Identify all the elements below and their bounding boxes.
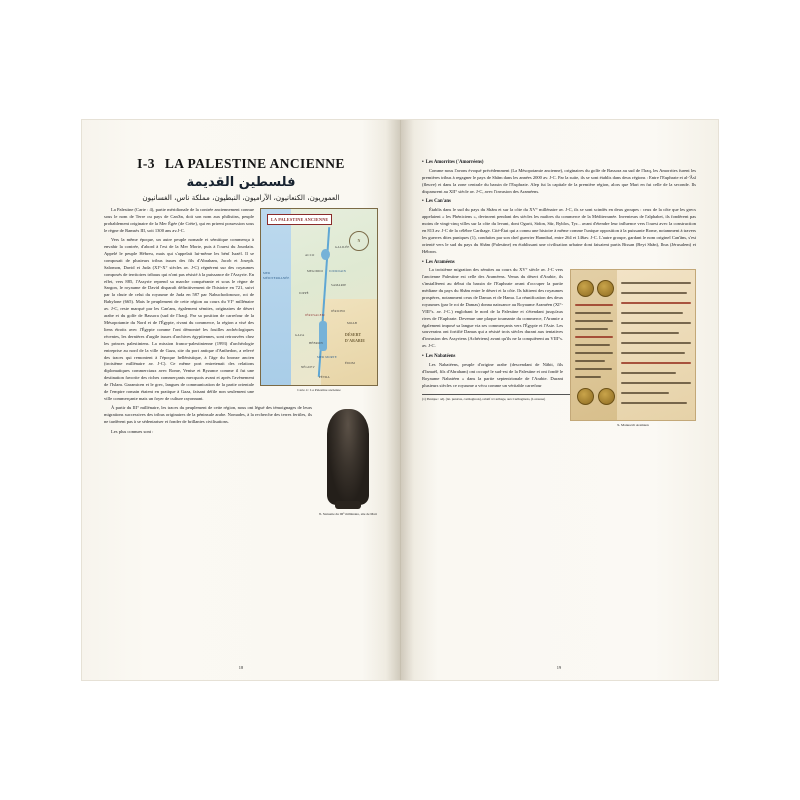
statuette-image (327, 409, 369, 505)
bullet-icon: • (422, 259, 424, 265)
map-caption: Carte 4 : La Palestine ancienne (297, 388, 341, 392)
map-image (260, 208, 378, 386)
map-label-samarie: SAMARIE (331, 283, 347, 287)
map-label-mediterranee: MER MÉDITERRANÉE (263, 271, 290, 280)
paragraph: Les plus connues sont : (111, 428, 154, 434)
left-body-column (104, 207, 378, 519)
manuscript-image (570, 269, 696, 421)
section-heading-text: Les Can'ans (425, 199, 451, 205)
manuscript-text-line (575, 320, 613, 322)
manuscript-text-line (621, 322, 691, 324)
bullet-icon: • (422, 199, 424, 205)
paragraph: La troisième migration des sémites au cours du XV° siècle av. J-C vers l'ancienne Palestine est celle des Araméens. Venus du désert d'Arabie, ils s'installèrent au début du bassin de l'Euphrate avant d'occuper la partie médiane du pays du Shâm entre le désert et la côte. Ils bâtirent des royaumes prospères, notamment ceux de Damas et de Hama. La réunification des deux royaumes (par le roi de Damas) donna naissance au Royaume Araméen (XI°-VIII°s. av. J-C.) englobant le nord de la Palestine et s'étendant jusqu'aux rives de l'Euphrate. Devenue une plaque tournante du commerce, l'Aramie a également imposé sa langue via ses commerçants vers l'Égypte et l'Asie. Les souverains ont fortifié Damas qui a résisté trois siècles durant aux tentatives d'invasion des Assyriens (Achériens) avant qu'ils ne la conquièrent au VIII°s. av. J-C. (422, 267, 563, 349)
statuette-figure (318, 409, 378, 517)
map-label-jourdain: JOURDAIN (329, 269, 347, 273)
manuscript-text-line (621, 282, 691, 284)
manuscript-text-line (621, 342, 691, 344)
section-heading-canans (422, 198, 696, 205)
right-body-column (422, 159, 696, 432)
paragraph: La Palestine (Carte : 4), partie méridionale de la contrée anciennement connue sous le nom de Terre ou pays de Can'ân, doit son nom aux philistins, peuple probablement originaire de la Mer Égée (de Crète), qui en prirent possession sous le règne de Ramsès III, soit 1300 ans av.J-C. (104, 207, 254, 233)
paragraph: Vers la même époque, un autre peuple nomade et sémitique commença à envahir la contrée, d'abord à l'est de la Mer Morte, puis à l'ouest du Jourdain. Appelé le peuple Hébreu, mais qui s'appelait lui-même les bénî Israël. Il se composait de plusieurs tribus issues des fils d'Abraham, Jacob et Joseph. Salomon, David et Juda (XI°-X° siècles av. J-C) régnèrent sur des royaumes composés de territoires tribaux qui n'ont pas résisté à la puissance de l'Assyrie. En effet, vers 885, l'Assyrie reprend sa marche conquérante et sous le règne de Sargon, le royaume de David disparaît définitivement de l'histoire en 721, suivi par la chute de celui du royaume de Juda en 587 par Nabuchodonosor, roi de Babylone (665). Mais le peuplement de cette région au cours du VI° millénaire av. J-C, reste marqué par les Can'ans, également sémites, originaires de désert arabe et du golfe de Bassora (sud de l'Iraq). Par sa position de carrefour de la Mésopotamie du Nord et de l'Égypte, rivant du commerce, la région a visé des liens étroits avec l'Égypte comme l'ont démontré les fouilles archéologiques récentes, les dernières d'argile issues d'archives égyptiennes, sont retrouvées chez les princes palestiniens. La mission franco-palestinienne (1993) d'archéologie entreprise au nord de la ville de Gaza, site du port antique d'Anthedon, a relevé des traces qui remontent à l'époque hellénistique, à l'âge du bronze ancien (troisième millénaire av. J-C). Ce même port entretenait des relations diplomatiques commerciaux avec Rome, Venise et Byzance comme il fut une destination favorite des riches commerçants mecquois avant et après l'avènement de l'Islam. Garamicen et le grec, langues de communication de la partie orientale de l'empire romain étaient en pratique à Gaza, faisant défile non seulement une ville commerçante mais un foyer de culture rayonnant. (104, 237, 254, 401)
map-title: LA PALESTINE ANCIENNE (267, 214, 332, 225)
left-page-number: 18 (238, 665, 244, 670)
manuscript-text-line (621, 362, 691, 364)
manuscript-text-line (621, 312, 683, 314)
manuscript-text-line (575, 360, 605, 362)
map-label-joppe: JOPPÉ (299, 291, 309, 295)
book-gutter (400, 120, 401, 680)
map-label-acco: ACCO (305, 253, 315, 257)
arabic-chapter-title: فلسطين القديمة (186, 175, 296, 190)
left-page (82, 120, 400, 680)
manuscript-text-line (621, 392, 669, 394)
manuscript-text-line (575, 336, 613, 338)
section-heading-text: Les Araméens (425, 259, 455, 265)
map-label-hebron: HÉBRON (309, 341, 323, 345)
map-label-desert-arabie: DÉSERT D'ARABIE (345, 333, 366, 343)
chapter-number: I-3 (137, 156, 155, 171)
manuscript-text-line (621, 352, 685, 354)
manuscript-text-line (621, 292, 687, 294)
chapter-title-text: LA PALESTINE ANCIENNE (164, 156, 345, 171)
manuscript-text-line (575, 344, 610, 346)
section-heading-arameens (422, 259, 696, 266)
section-heading-text: Les Amorrites ('Amorréens) (425, 160, 484, 165)
paragraph: Établis dans le sud du pays du Shâm et sur la côte du XV° millénaire av. J-C, ils se sont scindés en deux groupes : ceux de la côte que les grecs appelaient « les Phéniciens », devinrent pendant des siècles les maîtres du commerce de la Méditerranée. Inventeurs de l'alphabet, ils fondèrent pas moins de vingt-cinq villes sur la côte du levant, dont Ogarit, Sidon, Sûr, Byblos, Tyr... avant d'étendre leur influence vers l'ouest avec la construction en 813 av. J-C de la célèbre Carthage. Cité-État qui a connu une histoire à même comme l'unique opposition à la puissante Rome, notamment à travers les guerres dites puniques (1), conduites par son chef guerrier Hannibal, entre 264 et 146av. J-C. L'autre groupe, gardant le nom originel Can'âns, s'est orienté vers le sud du pays du Shâm (Palestine) en établissant une civilisation urbaine dont faisaient partis Bissan (Beyt Shân), Ibus (Jérusalem) et Hébron. (422, 207, 697, 254)
paragraph: Les Nabatéens, peuple d'origine arabe (descendant de Nâbit, fils d'Ismaël, fils d'Abraham) ont occupé le sud-est de la Palestine et ont fondé le Royaume Nabatéen » dans la partie septentrionale de l'Arabie. Durant plusieurs siècles ce royaume a vécu comme un véritable carrefour (422, 361, 563, 388)
manuscript-text-line (575, 312, 611, 314)
paragraph: À partir du III° millénaire, les traces du peuplement de cette région, nous ont légué des témoignages de leurs migrations successives des tribus originaires de la péninsule arabe. Nomades, à la recherche des terres fertiles, ils ne tardèrent pas à se sédentariser et fonder de brillantes civilisations. (104, 405, 312, 425)
manuscript-text-line (621, 332, 679, 334)
chapter-header (104, 156, 378, 202)
section-heading-text: Les Nabatéens (425, 354, 456, 360)
manuscript-text-line (575, 368, 612, 370)
compass-rose-icon: N (349, 231, 369, 251)
statuette-caption: 8- Statuette du III° millénaire, site de Mari (319, 512, 377, 517)
map-label-jerusalem: JÉRUSALEM (305, 313, 325, 317)
section-heading-amorrites (422, 159, 696, 166)
manuscript-text-line (575, 328, 608, 330)
footnote: (1) Punique : adj. (lat. punicus, carthaginois), relatif à Carthage, aux Carthaginois, (Larousse) (422, 394, 696, 402)
paragraph: Comme nous l'avons évoqué précédemment (La Mésopotamie ancienne), originaires du golfe de Bassora au sud de l'Iraq, les Amorrites furent les premières tribus à regagner le pays de Shâm dans les années 2000 av. J-C. Par la suite, ils se sont établis dans deux régions : Entre l'Euphrate et al-'Âsî (fleuve) et dans la zone centrale du bassin de l'Euphrate. Alep fut la capitale de la première région, alors que Mari en fut celle de la seconde. Ils disparurent au XII° siècle av. J-C, avec l'invasion des Araméens. (422, 167, 696, 194)
arabic-subtitle: العموريون، الكنعانيون، الآراميون، النبطيون، مملكة ناس، الغسانيون (142, 193, 340, 202)
map-label-megiddo: MEGIDDO (307, 269, 324, 273)
bullet-icon: • (422, 160, 424, 165)
page-title (104, 156, 378, 172)
map-label-edom: ÉDOM (345, 361, 355, 365)
mediterranean-sea-area (261, 209, 295, 385)
manuscript-text-line (621, 402, 687, 404)
lake-tiberias-shape (321, 249, 330, 260)
manuscript-text-line (575, 304, 613, 306)
map-label-mer-morte: MER MORTE (317, 355, 337, 359)
bullet-icon: • (422, 354, 424, 360)
manuscript-text-line (575, 352, 613, 354)
map-label-galilee: GALILÉE (335, 245, 350, 249)
manuscript-caption: 9- Manuscrit Araméen (617, 423, 649, 428)
map-label-petra: PÉTRA (319, 375, 330, 379)
map-label-gaza: GAZA (295, 333, 305, 337)
manuscript-text-line (621, 382, 691, 384)
map-label-neguev: NÉGUEV (301, 365, 315, 369)
map-label-moab: MOAB (347, 321, 358, 325)
map-figure (260, 208, 378, 393)
manuscript-text-line (621, 302, 691, 304)
manuscript-text-line (621, 372, 676, 374)
map-label-jericho: JÉRICHO (331, 309, 346, 313)
manuscript-text-line (575, 376, 601, 378)
right-page-number: 19 (556, 665, 562, 670)
dead-sea-shape (319, 321, 327, 351)
manuscript-figure (570, 269, 696, 428)
right-page (400, 120, 718, 680)
